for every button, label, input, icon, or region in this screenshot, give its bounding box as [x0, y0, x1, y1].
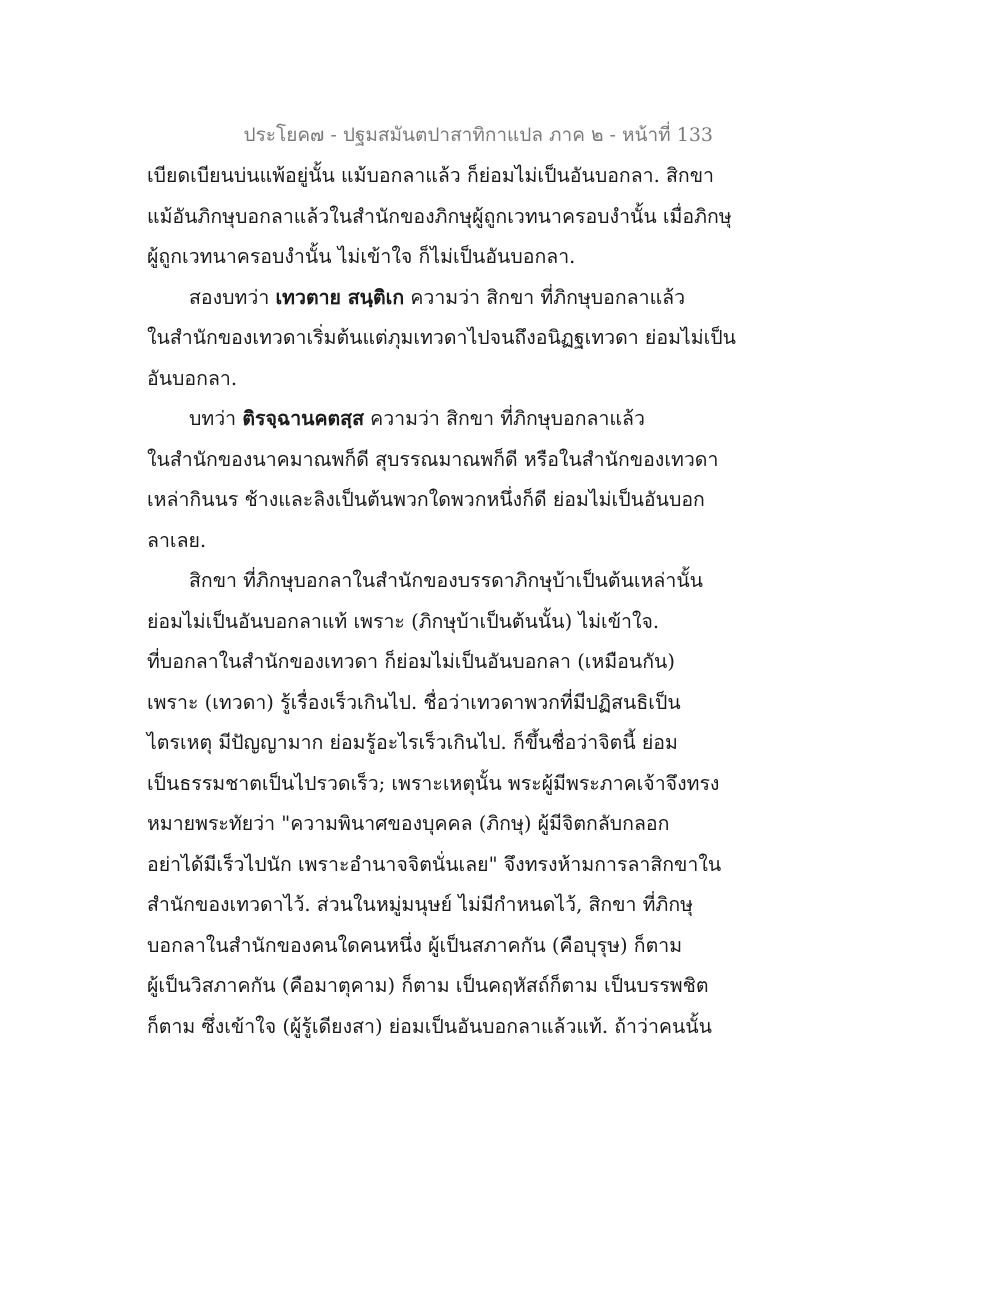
- text-span: บทว่า: [189, 407, 243, 430]
- text-line: เหล่ากินนร ช้างและลิงเป็นต้นพวกใดพวกหนึ่งก็ดี ย่อมไม่เป็นอันบอก: [147, 488, 705, 511]
- text-line: เบียดเบียนบ่นแพ้อยู่นั้น แม้บอกลาแล้ว ก็ย่อมไม่เป็นอันบอกลา. สิกขา: [147, 164, 714, 187]
- text-line: ผู้เป็นวิสภาคกัน (คือมาตุคาม) ก็ตาม เป็นคฤหัสถ์ก็ตาม เป็นบรรพชิต: [147, 974, 709, 997]
- text-line: หมายพระทัยว่า "ความพินาศของบุคคล (ภิกษุ) ผู้มีจิตกลับกลอก: [147, 812, 670, 835]
- pali-term-bold: ติรจฺฉานคตสฺส: [242, 407, 364, 430]
- text-line: สำนักของเทวดาไว้. ส่วนในหมู่มนุษย์ ไม่มีกำหนดไว้, สิกขา ที่ภิกษุ: [147, 893, 694, 916]
- text-line: [147, 399, 722, 440]
- pali-term-bold: เทวตาย สนฺติเก: [275, 285, 405, 309]
- text-line: อันบอกลา.: [147, 366, 238, 390]
- text-line: [147, 278, 722, 319]
- text-line: ที่บอกลาในสำนักของเทวดา ก็ย่อมไม่เป็นอันบอกลา (เหมือนกัน): [147, 650, 675, 673]
- text-line: ก็ตาม ซึ่งเข้าใจ (ผู้รู้เดียงสา) ย่อมเป็นอันบอกลาแล้วแท้. ถ้าว่าคนนั้น: [147, 1014, 712, 1038]
- text-span: ความว่า สิกขา ที่ภิกษุบอกลาแล้ว: [404, 285, 686, 309]
- running-head: ประโยค๗ - ปฐมสมันตปาสาทิกาแปล ภาค ๒ - หน้าที่ 133: [243, 124, 713, 146]
- text-line: ในสำนักของนาคมาณพก็ดี สุบรรณมาณพก็ดี หรือในสำนักของเทวดา: [147, 447, 719, 471]
- text-line: ลาเลย.: [147, 528, 207, 552]
- text-line: อย่าได้มีเร็วไปนัก เพราะอำนาจจิตนั่นเลย" จึงทรงห้ามการลาสิกขาใน: [147, 852, 722, 876]
- text-line: ผู้ถูกเวทนาครอบงำนั้น ไม่เข้าใจ ก็ไม่เป็นอันบอกลา.: [147, 245, 576, 268]
- text-line: สิกขา ที่ภิกษุบอกลาในสำนักของบรรดาภิกษุบ้าเป็นต้นเหล่านั้น: [189, 569, 703, 592]
- text-span: สองบทว่า: [189, 285, 276, 309]
- text-span: ความว่า สิกขา ที่ภิกษุบอกลาแล้ว: [363, 407, 645, 430]
- text-line: เป็นธรรมชาตเป็นไปรวดเร็ว; เพราะเหตุนั้น พระผู้มีพระภาคเจ้าจึงทรง: [147, 771, 720, 795]
- text-line: ในสำนักของเทวดาเริ่มต้นแต่ภุมเทวดาไปจนถึงอนิฏฐเทวดา ย่อมไม่เป็น: [147, 326, 736, 349]
- body-text: [147, 156, 736, 1047]
- text-line: เพราะ (เทวดา) รู้เรื่องเร็วเกินไป. ชื่อว่าเทวดาพวกที่มีปฏิสนธิเป็น: [147, 690, 681, 714]
- text-line: แม้อันภิกษุบอกลาแล้วในสำนักของภิกษุผู้ถูกเวทนาครอบงำนั้น เมื่อภิกษุ: [147, 204, 732, 228]
- text-line: ไตรเหตุ มีปัญญามาก ย่อมรู้อะไรเร็วเกินไป. ก็ขึ้นชื่อว่าจิตนี้ ย่อม: [147, 731, 678, 754]
- text-line: ย่อมไม่เป็นอันบอกลาแท้ เพราะ (ภิกษุบ้าเป็นต้นนั้น) ไม่เข้าใจ.: [147, 609, 660, 633]
- text-line: บอกลาในสำนักของคนใดคนหนึ่ง ผู้เป็นสภาคกัน (คือบุรุษ) ก็ตาม: [147, 933, 683, 957]
